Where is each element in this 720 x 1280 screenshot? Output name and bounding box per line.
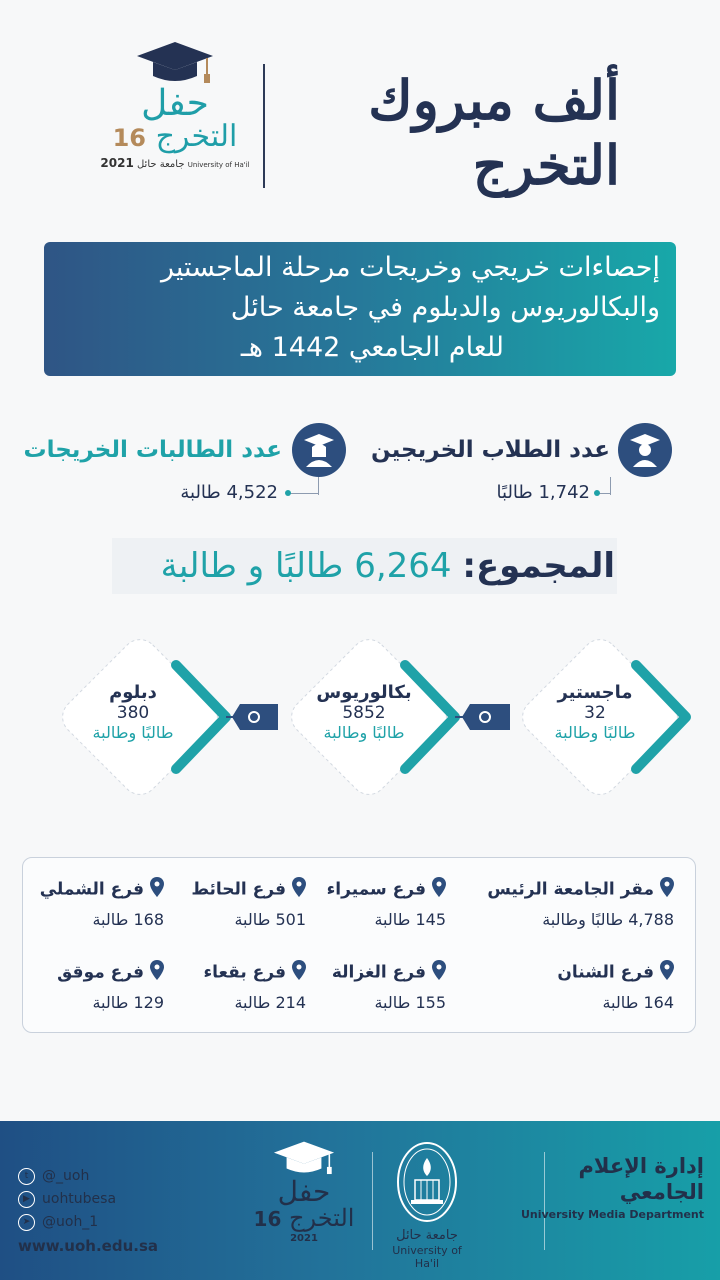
branch-alhait-name: فرع الحائط	[191, 879, 286, 900]
logo-uni-en: University of Ha'il	[187, 161, 250, 169]
website-link[interactable]: www.uoh.edu.sa	[18, 1237, 159, 1255]
branch-alshinan	[557, 960, 674, 1012]
female-graduates-label: عدد الطالبات الخريجات	[23, 437, 282, 463]
total-value: 6,264 طالبًا و طالبة	[160, 546, 452, 586]
logo-number: 16	[112, 124, 147, 152]
female-dot	[285, 490, 291, 496]
male-dot	[594, 490, 600, 496]
location-pin-icon	[150, 877, 164, 902]
telegram-link[interactable]	[18, 1211, 116, 1234]
logo-year: 2021	[100, 156, 134, 170]
branch-alshinan-name: فرع الشنان	[557, 962, 654, 983]
media-department	[521, 1153, 704, 1221]
level-master-count: 32	[584, 703, 606, 723]
total-row	[161, 538, 615, 594]
twitter-icon: t	[18, 1168, 35, 1185]
level-link-2	[226, 704, 278, 730]
footer-logo-word-2-row	[248, 1206, 360, 1230]
level-link-1	[455, 704, 510, 730]
graduation-cap-icon	[272, 1140, 336, 1178]
graduation-cap-icon	[135, 40, 215, 88]
dept-name-line-1: إدارة الإعلام	[578, 1154, 704, 1178]
university-name-ar: جامعة حائل	[396, 1228, 458, 1243]
female-graduates-value: 4,522 طالبة	[180, 482, 278, 503]
female-connector-h	[290, 493, 318, 494]
social-links	[18, 1165, 116, 1234]
branch-main	[487, 877, 674, 929]
level-diploma-count: 380	[116, 703, 150, 723]
footer-logo-number: 16	[253, 1207, 282, 1231]
footer-logo-word-1: حفل	[277, 1175, 331, 1208]
location-pin-icon	[432, 960, 446, 985]
level-bachelor-unit: طالبًا وطالبة	[323, 723, 405, 742]
location-pin-icon	[292, 960, 306, 985]
logo-word-1: حفل	[141, 83, 209, 124]
location-pin-icon	[660, 877, 674, 902]
dept-name-en: University Media Department	[520, 1208, 704, 1221]
branch-baqaa	[203, 960, 306, 1012]
level-bachelor-count: 5852	[342, 703, 386, 723]
branch-alghazala	[332, 960, 446, 1012]
branch-alshamli-name: فرع الشملي	[39, 879, 144, 900]
header-divider	[263, 64, 265, 188]
branch-main-value: 4,788 طالبًا وطالبة	[542, 910, 674, 929]
level-master-name: ماجستير	[557, 682, 633, 703]
level-master-unit: طالبًا وطالبة	[554, 723, 636, 742]
telegram-handle: @uoh_1	[42, 1214, 99, 1230]
female-graduate-icon	[292, 423, 346, 477]
youtube-link[interactable]	[18, 1188, 116, 1211]
level-diploma	[58, 682, 208, 742]
banner-line-1: إحصاءات خريجي وخريجات مرحلة الماجستير	[160, 252, 660, 283]
level-diploma-name: دبلوم	[109, 682, 157, 703]
level-bachelor-name: بكالوريوس	[316, 682, 412, 703]
youtube-handle: uohtubesa	[42, 1191, 117, 1207]
branch-alshamli-value: 168 طالبة	[92, 910, 164, 929]
branch-sumaira-value: 145 طالبة	[374, 910, 446, 929]
title-banner	[44, 242, 676, 376]
branch-alhait	[191, 877, 306, 929]
banner-line-2: والبكالوريوس والدبلوم في جامعة حائل	[230, 292, 660, 323]
male-graduates-value: 1,742 طالبًا	[496, 482, 590, 503]
male-graduate-icon	[618, 423, 672, 477]
telegram-icon: ➤	[18, 1214, 35, 1231]
location-pin-icon	[660, 960, 674, 985]
branch-alghazala-value: 155 طالبة	[374, 993, 446, 1012]
branch-alshinan-value: 164 طالبة	[602, 993, 674, 1012]
twitter-handle: @_uoh	[42, 1168, 90, 1184]
location-pin-icon	[432, 877, 446, 902]
footer-logo-word-2: التخرج	[289, 1204, 355, 1232]
ceremony-logo	[100, 40, 250, 205]
female-connector	[318, 477, 319, 495]
branch-sumaira-name: فرع سميراء	[326, 879, 426, 900]
page-title: ألف مبروك التخرج	[368, 68, 620, 197]
branch-main-name: مقر الجامعة الرئيس	[487, 879, 654, 900]
location-pin-icon	[292, 877, 306, 902]
branch-baqaa-name: فرع بقعاء	[203, 962, 286, 983]
youtube-icon: ▶	[18, 1191, 35, 1208]
dept-name-line-2: الجامعي	[619, 1180, 704, 1204]
footer-logo-year: 2021	[290, 1233, 318, 1244]
branch-alhait-value: 501 طالبة	[234, 910, 306, 929]
logo-word-2	[100, 119, 250, 154]
university-name-en: University of Ha'il	[392, 1244, 462, 1270]
level-bachelor	[289, 682, 439, 742]
logo-uni-ar: جامعة حائل	[136, 159, 185, 170]
logo-word-2-text: التخرج	[155, 119, 238, 154]
level-diploma-unit: طالبًا وطالبة	[92, 723, 174, 742]
branch-sumaira	[327, 877, 446, 929]
location-pin-icon	[150, 960, 164, 985]
male-graduates-label: عدد الطلاب الخريجين	[370, 437, 610, 463]
level-master	[520, 682, 670, 742]
branch-baqaa-value: 214 طالبة	[234, 993, 306, 1012]
university-emblem-icon	[395, 1140, 459, 1224]
banner-line-3: للعام الجامعي 1442 هـ	[240, 332, 504, 363]
footer-divider-1	[372, 1152, 373, 1250]
branch-alshamli	[40, 877, 164, 929]
branch-mawqaq-name: فرع موقق	[57, 962, 144, 983]
footer-ceremony-logo	[248, 1140, 360, 1244]
branch-alghazala-name: فرع الغزالة	[331, 962, 426, 983]
twitter-link[interactable]	[18, 1165, 116, 1188]
university-logo	[382, 1140, 472, 1270]
branch-mawqaq	[57, 960, 164, 1012]
male-connector	[610, 477, 611, 495]
logo-year-row	[100, 156, 250, 170]
footer-logo-year-row	[248, 1233, 360, 1244]
total-label: المجموع:	[462, 546, 615, 586]
branch-mawqaq-value: 129 طالبة	[92, 993, 164, 1012]
